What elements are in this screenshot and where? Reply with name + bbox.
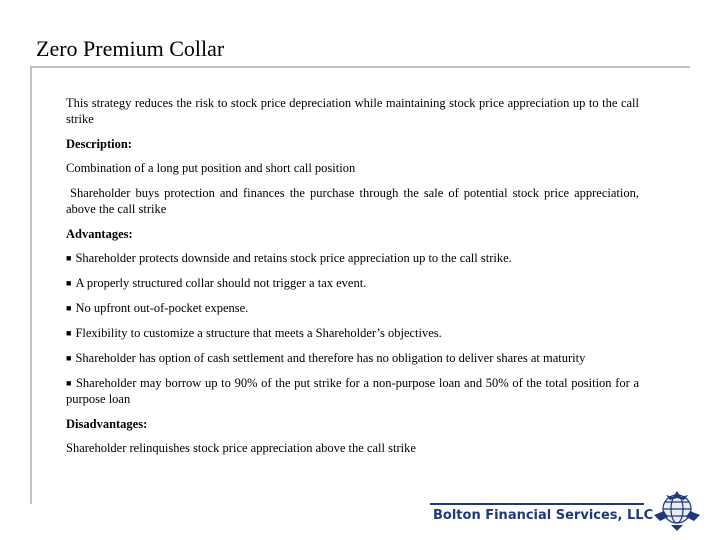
bullet-icon: ■: [66, 378, 72, 388]
advantage-item: ■ Shareholder may borrow up to 90% of the put strike for a non-purpose loan and 50% of the total position for a purpose loan: [66, 376, 639, 406]
description-line: Shareholder buys protection and finances the purchase through the sale of potential stock price appreciation, above the call strike: [66, 186, 639, 216]
left-border: [30, 66, 32, 504]
bullet-icon: ■: [66, 278, 72, 288]
company-name: Bolton Financial Services, LLC: [433, 508, 654, 523]
bullet-icon: ■: [66, 303, 72, 313]
globe-eagle-logo-icon: [650, 485, 704, 533]
slide-body: [66, 95, 639, 465]
advantage-item: ■ A properly structured collar should not trigger a tax event.: [66, 276, 367, 290]
title-divider: [30, 66, 690, 68]
description-line: Combination of a long put position and short call position: [66, 161, 356, 175]
advantage-item: ■ Shareholder protects downside and retains stock price appreciation up to the call strike.: [66, 251, 512, 265]
slide-title: Zero Premium Collar: [36, 36, 225, 61]
footer-divider: [430, 503, 644, 505]
bullet-icon: ■: [66, 328, 72, 338]
disadvantage-line: Shareholder relinquishes stock price appreciation above the call strike: [66, 441, 416, 455]
advantage-item: ■ Flexibility to customize a structure that meets a Shareholder’s objectives.: [66, 326, 442, 340]
bullet-icon: ■: [66, 353, 72, 363]
disadvantages-heading: Disadvantages:: [66, 417, 148, 431]
advantages-heading: Advantages:: [66, 227, 133, 241]
bullet-icon: ■: [66, 253, 72, 263]
description-heading: Description:: [66, 137, 132, 151]
advantage-item: ■ Shareholder has option of cash settlement and therefore has no obligation to deliver shares at maturity: [66, 351, 586, 365]
advantage-item: ■ No upfront out-of-pocket expense.: [66, 301, 249, 315]
intro-text: This strategy reduces the risk to stock price depreciation while maintaining stock price appreciation up to the call strike: [66, 96, 639, 126]
